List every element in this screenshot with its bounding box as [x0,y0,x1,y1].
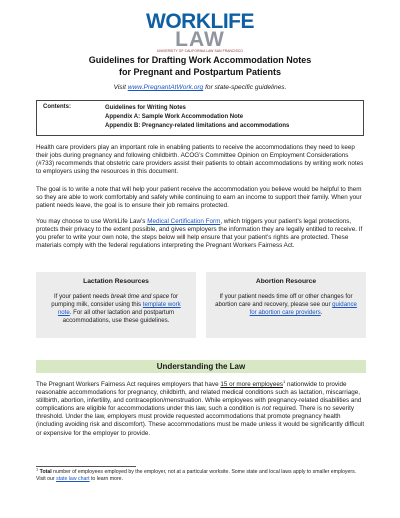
lactation-resources-text [36,293,196,325]
law-emphasis: not [262,405,271,413]
footnote-bold: Total [38,469,52,475]
law-text: nationwide to provide reasonable accommodations for pregnancy, childbirth, and related medical conditions such as lactation, miscarriage, stillbirth, abortion, infertility, and contraception/menstruation. While employees with pregnancy-related disabilities and complications are eligible for accommodations under this law, such a condition is [36,381,362,413]
pregnantatwork-link[interactable]: www.PregnantAtWork.org [127,84,204,91]
visit-suffix: for state-specific guidelines. [203,84,287,91]
abortion-text: If your patient needs time off or other changes for abortion care and recovery, please see our [215,293,353,309]
contents-item: Appendix B: Pregnancy-related limitations and accommodations [105,123,290,129]
abortion-text: . [320,309,323,317]
footnote-end: to learn more. [89,476,123,482]
intro-paragraph-2: The goal is to write a note that will help your patient receive the accommodation you believe would be helpful to them so they are able to work comfortably and safely while continuing to earn an income to support their family. When your patient needs leave, the goal is to ensure their job remains protected. [36,186,362,210]
worklife-law-logo [145,12,255,53]
lactation-text: . For all other lactation and postpartum accommodations, use these guidelines. [62,309,175,325]
contents-item: Appendix A: Sample Work Accommodation Note [105,114,244,120]
lactation-resources-box [36,272,196,338]
footnote-ref: 1 [282,378,286,384]
title-line-2: for Pregnant and Postpartum Patients [118,67,282,77]
law-paragraph [36,378,366,438]
footnote-text: number of employees employed by the employer, not at a particular worksite. Some state and local laws apply to smaller employers. Visit our [36,469,357,482]
logo-wordmark-worklife: WORKLIFE [146,10,254,33]
intro-paragraph-1: Health care providers play an important role in enabling patients to receive the accommodations they need to keep their jobs during pregnancy and following childbirth. ACOG’s Committee Opinion on Employment Considerations (#733) recommends that obstetric care providers assist their patients to obtain accommodations by writing work notes to employers using the resources in this document. [36,144,364,176]
abortion-resource-box [206,272,366,338]
lactation-text: If your patient needs [54,293,111,301]
intro-paragraph-3 [36,218,366,250]
intro-p3-text: You may choose to use WorkLife Law’s [36,218,148,225]
law-text: required. There is no severity threshold. Under the law, employers must provide requested accommodations that promote pregnancy health (including avoiding risk and discomfort). These accommodations must be made unless it would be significantly difficult or expensive for the employer to provide. [36,405,365,437]
abortion-resource-title: Abortion Resource [255,278,317,285]
understanding-the-law-heading: Understanding the Law [36,360,366,373]
contents-item: Guidelines for Writing Notes [105,105,186,111]
medical-certification-form-link[interactable]: Medical Certification Form [147,218,221,225]
logo-tagline: UNIVERSITY OF CALIFORNIA LAW SAN FRANCISCO [157,49,243,53]
template-work-note-link[interactable]: template work note [57,301,181,317]
lactation-emphasis: break time and space [110,293,170,301]
lactation-text: for pumping milk, consider using this [51,293,178,309]
employee-threshold: 15 or more employees [220,381,283,388]
visit-prefix: Visit [113,84,128,91]
law-text: The Pregnant Workers Fairness Act requires employers that have [36,381,221,388]
footnote [36,466,366,483]
title-line-1: Guidelines for Drafting Work Accommodation Notes [88,55,312,65]
contents-list [105,104,289,131]
contents-label: Contents: [43,104,71,110]
abortion-resource-text [206,293,366,317]
intro-p3-text: , which triggers your patient’s legal protections, protects their privacy to the extent possible, and gives employers the information they are legally entitled to receive. If you prefer to write your own note, the steps below will help ensure that your patient’s rights are protected. These materials comply with the federal regulations interpreting the Pregnant Workers Fairness Act. [36,218,363,250]
lactation-resources-title: Lactation Resources [83,278,149,285]
visit-line [0,84,400,91]
document-title [0,54,400,78]
state-law-chart-link[interactable]: state law chart [56,476,90,482]
contents-box [36,100,364,136]
footnote-divider [36,466,136,467]
abortion-guidance-link[interactable]: guidance for abortion care providers [249,301,357,317]
logo-wordmark-law: LAW [175,28,225,51]
footnote-number: 1 [36,466,39,472]
